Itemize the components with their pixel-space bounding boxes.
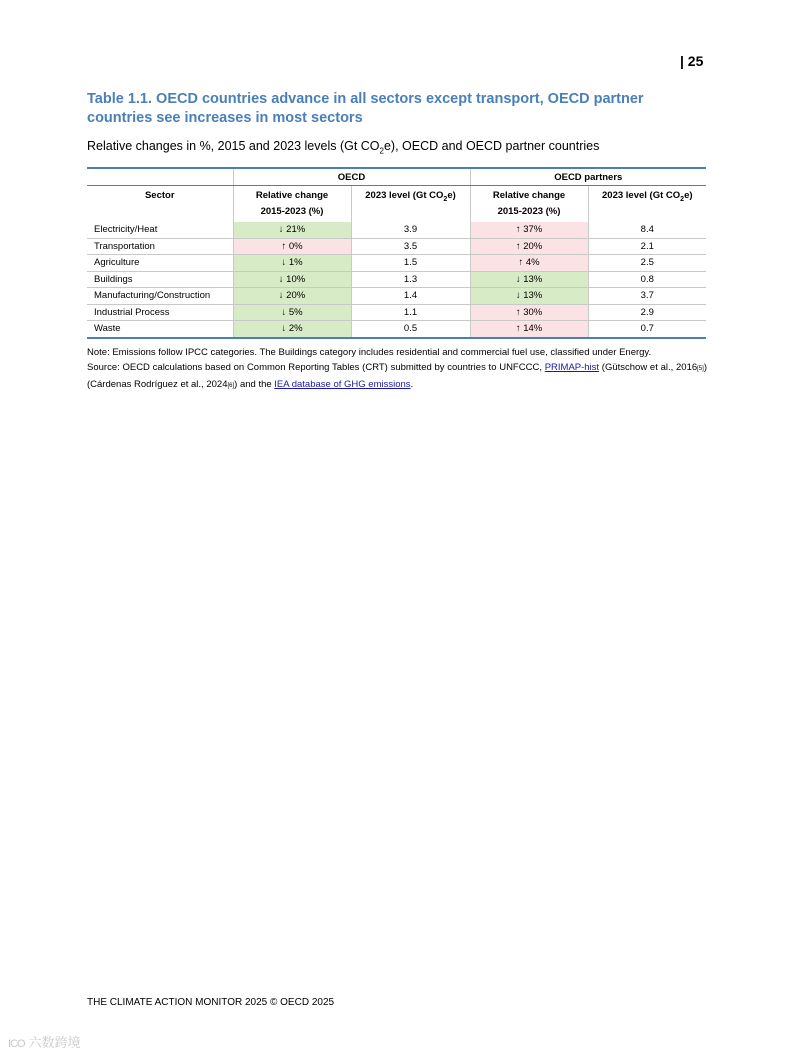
oecd-level-cell: 3.5 — [351, 238, 470, 255]
sector-cell: Waste — [87, 321, 233, 338]
iea-database-link[interactable]: IEA database of GHG emissions — [274, 379, 411, 390]
table-row — [87, 288, 706, 305]
partner-level-cell: 3.7 — [588, 288, 706, 305]
reference-5: [5] — [697, 366, 704, 372]
sector-cell: Manufacturing/Construction — [87, 288, 233, 305]
oecd-change-cell: ↓ 5% — [233, 304, 351, 321]
watermark — [8, 1032, 81, 1051]
partner-level-cell: 0.8 — [588, 271, 706, 288]
partner-change-cell: ↑ 20% — [470, 238, 588, 255]
partner-level-cell: 2.1 — [588, 238, 706, 255]
oecd-change-cell: ↓ 2% — [233, 321, 351, 338]
partner-change-cell: ↑ 30% — [470, 304, 588, 321]
oecd-change-cell: ↑ 0% — [233, 238, 351, 255]
column-header-sector: Sector — [144, 190, 175, 201]
partner-level-cell: 2.9 — [588, 304, 706, 321]
sector-cell: Transportation — [87, 238, 233, 255]
oecd-level-cell: 1.3 — [351, 271, 470, 288]
page-number: | 25 — [680, 53, 704, 69]
group-header-oecd: OECD — [233, 168, 470, 186]
table-row — [87, 304, 706, 321]
watermark-logo-icon: ICO — [8, 1038, 25, 1050]
table-row — [87, 321, 706, 338]
partner-level-cell: 8.4 — [588, 222, 706, 238]
oecd-level-cell: 3.9 — [351, 222, 470, 238]
sector-cell: Agriculture — [87, 255, 233, 272]
partner-change-cell: ↑ 4% — [470, 255, 588, 272]
partner-level-cell: 2.5 — [588, 255, 706, 272]
oecd-change-cell: ↓ 10% — [233, 271, 351, 288]
sector-cell: Electricity/Heat — [87, 222, 233, 238]
table-title: Table 1.1. OECD countries advance in all sectors except transport, OECD partner countries see increases in most sectors — [87, 91, 644, 126]
column-header-oecd-change: Relative change 2015-2023 (%) — [233, 186, 351, 223]
table-notes — [87, 345, 707, 394]
oecd-change-cell: ↓ 20% — [233, 288, 351, 305]
page-footer: THE CLIMATE ACTION MONITOR 2025 © OECD 2025 — [87, 997, 335, 1008]
primap-hist-link[interactable]: PRIMAP-hist — [544, 362, 600, 373]
reference-6: [6] — [227, 383, 235, 389]
column-header-oecd-level: 2023 level (Gt $CO_2e$) — [351, 186, 470, 223]
oecd-change-cell: ↓ 21% — [233, 222, 351, 238]
table-subtitle: Relative changes in %, 2015 and 2023 levels (Gt $CO_2e$), OECD and OECD partner countries — [87, 139, 600, 156]
column-header-partner-change: Relative change 2015-2023 (%) — [470, 186, 588, 223]
partner-change-cell: ↓ 13% — [470, 288, 588, 305]
watermark-text: 六数跨境 — [28, 1035, 81, 1050]
oecd-change-cell: ↓ 1% — [233, 255, 351, 272]
table-row — [87, 238, 706, 255]
column-header-partner-level: 2023 level (Gt $CO_2e$) — [588, 186, 706, 223]
table-row — [87, 222, 706, 238]
note-text: Note: Emissions follow IPCC categories. The Buildings category includes residential and commercial fuel use, classified under Energy. — [87, 347, 652, 358]
sector-cell: Buildings — [87, 271, 233, 288]
partner-change-cell: ↑ 14% — [470, 321, 588, 338]
oecd-level-cell: 1.1 — [351, 304, 470, 321]
source-text: Source: OECD calculations based on Common Reporting Tables (CRT) submitted by countries to UNFCCC, PRIMAP-hist (Gütschow et al., 2016[5]) (Cárdenas Rodríguez et al., 2024[6]) and the IEA database of GHG emissions. — [87, 362, 707, 390]
oecd-level-cell: 1.5 — [351, 255, 470, 272]
partner-change-cell: ↓ 13% — [470, 271, 588, 288]
header-spacer — [87, 168, 233, 186]
emissions-table — [87, 167, 706, 339]
table-row — [87, 255, 706, 272]
sector-cell: Industrial Process — [87, 304, 233, 321]
group-header-partners: OECD partners — [470, 168, 706, 186]
table-row — [87, 271, 706, 288]
partner-level-cell: 0.7 — [588, 321, 706, 338]
oecd-level-cell: 1.4 — [351, 288, 470, 305]
oecd-level-cell: 0.5 — [351, 321, 470, 338]
partner-change-cell: ↑ 37% — [470, 222, 588, 238]
